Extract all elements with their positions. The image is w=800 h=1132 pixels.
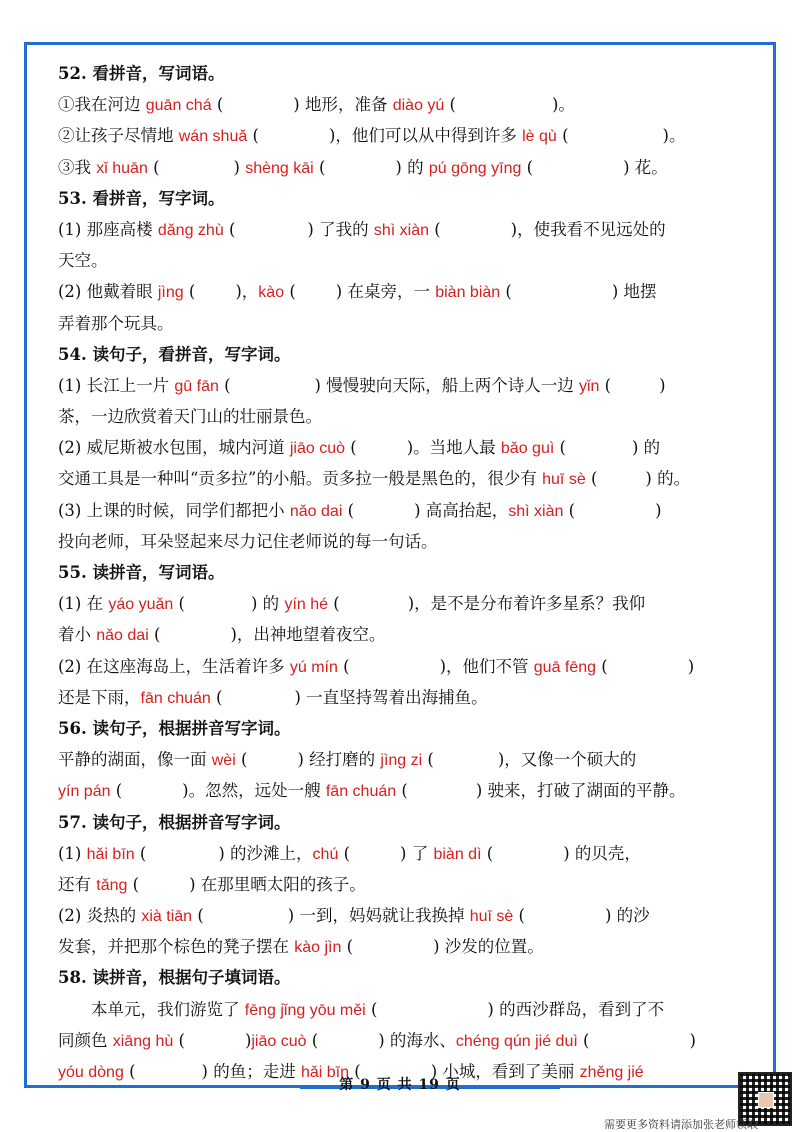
sentence-text: (: [210, 687, 223, 707]
sentence-text: ) 地摆: [611, 282, 657, 302]
pinyin-prompt: yín pán: [58, 783, 111, 801]
pinyin-prompt: xià tiān: [141, 908, 193, 926]
pinyin-prompt: jiāo cuò: [289, 440, 346, 458]
sentence-text: 发套，并把那个棕色的凳子摆在: [58, 937, 295, 957]
pinyin-prompt: kào: [258, 284, 285, 302]
text-line: [58, 900, 758, 931]
text-line: [58, 869, 758, 900]
sentence-text: (: [444, 95, 456, 115]
sentence-text: (: [428, 219, 441, 239]
pinyin-prompt: kào jìn: [294, 939, 342, 957]
sentence-text: ) 了: [400, 843, 434, 863]
pinyin-prompt: bǎo guì: [500, 440, 555, 458]
text-line: [58, 183, 758, 214]
text-line: [58, 775, 758, 806]
text-line: [58, 58, 758, 89]
sentence-text: ) 的。: [645, 469, 691, 489]
sentence-text: (: [585, 469, 598, 489]
sentence-text: ): [689, 1030, 696, 1050]
sentence-text: 着小: [58, 625, 97, 645]
sentence-text: (: [577, 1030, 590, 1050]
sentence-text: (: [110, 781, 123, 801]
question-heading: 53. 看拼音，写字词。: [58, 188, 225, 208]
text-line: [58, 495, 758, 526]
sentence-text: )，他们不管: [439, 656, 534, 676]
sentence-text: (: [313, 157, 326, 177]
pinyin-prompt: biàn dì: [433, 845, 482, 863]
text-line: [58, 214, 758, 245]
pinyin-prompt: diào yú: [392, 97, 445, 115]
sentence-text: ) 一到，妈妈就让我换掉: [287, 906, 470, 926]
sentence-text: (: [247, 126, 259, 146]
exercise-content: [58, 58, 758, 1087]
sentence-text: (: [284, 282, 296, 302]
pinyin-prompt: lè qù: [522, 128, 557, 146]
sentence-text: (: [556, 126, 569, 146]
sentence-text: (: [349, 1062, 361, 1081]
sentence-text: ) 沙发的位置。: [433, 937, 544, 957]
sentence-text: ) 慢慢驶向天际，船上两个诗人一边: [314, 375, 579, 395]
question-heading: 54. 读句子，看拼音，写字词。: [58, 344, 291, 364]
sentence-text: ): [687, 656, 695, 676]
sentence-text: ) 的: [251, 594, 285, 614]
sentence-text: ) 在那里晒太阳的孩子。: [189, 874, 366, 894]
pinyin-prompt: guā fēng: [533, 658, 597, 676]
pinyin-prompt: yín hé: [284, 596, 329, 614]
pinyin-prompt: wèi: [211, 752, 236, 770]
pinyin-prompt: huī sè: [469, 908, 514, 926]
pinyin-prompt: pú gōng yīng: [428, 159, 522, 177]
pinyin-prompt: fēng jǐng yōu měi: [244, 1001, 366, 1019]
pinyin-prompt: zhěng jié: [579, 1064, 644, 1081]
pinyin-prompt: shì xiàn: [373, 221, 429, 239]
sentence-text: )，出神地望着夜空。: [230, 625, 386, 645]
sentence-text: ) 的贝壳，: [563, 843, 641, 863]
sentence-text: 平静的湖面，像一面: [58, 750, 212, 770]
sentence-text: (1) 长江上一片: [58, 375, 175, 395]
sentence-text: )。: [662, 126, 686, 146]
sentence-text: (: [183, 282, 196, 302]
sentence-text: (: [500, 282, 512, 302]
pinyin-prompt: yǐn: [578, 377, 600, 395]
sentence-text: (2) 威尼斯被水包围，城内河道: [58, 438, 290, 458]
sentence-text: (2) 炎热的: [58, 906, 142, 926]
sentence-text: 弄着那个玩具。: [58, 313, 174, 333]
sentence-text: (: [192, 906, 204, 926]
sentence-text: ) 的: [631, 438, 661, 458]
pinyin-prompt: hǎi bīn: [86, 845, 135, 863]
sentence-text: ) 的海水、: [378, 1030, 456, 1050]
sentence-text: (: [596, 656, 608, 676]
text-line: [58, 588, 758, 619]
pinyin-prompt: fān chuán: [325, 783, 397, 801]
sentence-text: 投向老师，耳朵竖起来尽力记住老师说的每一句话。: [58, 531, 438, 551]
pinyin-prompt: xiāng hù: [112, 1032, 174, 1050]
text-line: [58, 962, 758, 993]
sentence-text: ②让孩子尽情地: [58, 126, 179, 146]
sentence-text: (: [127, 874, 140, 894]
sentence-text: ) 的鱼；走进: [201, 1062, 301, 1081]
text-line: [58, 619, 758, 650]
sentence-text: (1) 那座高楼: [58, 219, 158, 239]
text-line: [58, 807, 758, 838]
text-line: [58, 401, 758, 432]
pinyin-prompt: jiāo cuò: [251, 1032, 307, 1050]
sentence-text: (: [481, 843, 494, 863]
sentence-text: 天空。: [58, 251, 108, 271]
sentence-text: (: [306, 1030, 319, 1050]
sentence-text: ) 的: [395, 157, 429, 177]
sentence-text: (: [148, 625, 161, 645]
sentence-text: (: [365, 999, 378, 1019]
sentence-text: (: [123, 1062, 136, 1081]
question-heading: 52. 看拼音，写词语。: [58, 64, 225, 83]
text-line: [58, 1025, 758, 1056]
sentence-text: (: [235, 750, 248, 770]
sentence-text: (: [554, 438, 566, 458]
sentence-text: )，是不是分布着许多星系？我仰: [407, 594, 646, 614]
page-number: 第 9 页 共 19 页: [339, 1077, 461, 1093]
pinyin-prompt: wán shuǎ: [178, 128, 248, 146]
pinyin-prompt: hǎi bīn: [300, 1064, 350, 1081]
sentence-text: (: [218, 375, 231, 395]
sentence-text: ) 一直坚持驾着出海捕鱼。: [294, 687, 488, 707]
sentence-text: (: [147, 157, 160, 177]
sentence-text: )，又像一个硕大的: [497, 750, 637, 770]
pinyin-prompt: yóu dòng: [58, 1064, 124, 1081]
pinyin-prompt: nǎo dai: [289, 502, 343, 520]
sentence-text: (: [599, 375, 612, 395]
text-line: [58, 276, 758, 307]
sentence-text: 交通工具是一种叫“贡多拉”的小船。贡多拉一般是黑色的，很少有: [58, 469, 543, 489]
sentence-text: (: [345, 438, 357, 458]
sentence-text: 还是下雨，: [58, 687, 141, 707]
sentence-text: )。忽然，远处一艘: [182, 781, 326, 801]
sentence-text: ) 驶来，打破了湖面的平静。: [475, 781, 686, 801]
pinyin-prompt: huī sè: [542, 471, 586, 489]
sentence-text: ①我在河边: [58, 95, 146, 115]
sentence-text: 本单元，我们游览了: [58, 999, 245, 1019]
sentence-text: )。当地人最: [406, 438, 501, 458]
sentence-text: (: [341, 937, 354, 957]
sentence-text: ) 在桌旁，一: [335, 282, 436, 302]
sentence-text: )，使我看不见远处的: [510, 219, 666, 239]
pinyin-prompt: shèng kāi: [245, 159, 314, 177]
sentence-text: ) 了我的: [307, 219, 374, 239]
sentence-text: ) 的沙: [604, 906, 650, 926]
sentence-text: (: [223, 219, 236, 239]
text-line: [58, 245, 758, 276]
sentence-text: ) 的西沙群岛，看到了不: [487, 999, 665, 1019]
text-line: [58, 651, 758, 682]
sentence-text: 同颜色: [58, 1030, 113, 1050]
sentence-text: ): [659, 375, 666, 395]
sentence-text: (1): [58, 843, 87, 863]
sentence-text: (: [396, 781, 408, 801]
promo-text: 需要更多资料请添加张老师领取: [604, 1118, 758, 1131]
sentence-text: ) 小城，看到了美丽: [430, 1062, 580, 1081]
sentence-text: (: [422, 750, 434, 770]
pinyin-prompt: nǎo dai: [96, 627, 149, 645]
text-line: [58, 931, 758, 962]
sentence-text: ): [655, 500, 662, 520]
pinyin-prompt: jìng: [157, 284, 184, 302]
question-heading: 58. 读拼音，根据句子填词语。: [58, 968, 291, 988]
text-line: [58, 682, 758, 713]
sentence-text: 茶，一边欣赏着天门山的壮丽景色。: [58, 407, 322, 427]
sentence-text: (2) 他戴着眼: [58, 282, 158, 302]
pinyin-prompt: gū fān: [174, 377, 219, 395]
text-line: [58, 120, 758, 151]
sentence-text: (: [211, 95, 224, 115]
pinyin-prompt: guān chá: [145, 97, 212, 115]
pinyin-prompt: chéng qún jié duì: [455, 1032, 578, 1050]
sentence-text: ③我: [58, 157, 97, 177]
sentence-text: (: [342, 500, 355, 520]
question-heading: 57. 读句子，根据拼音写字词。: [58, 812, 291, 832]
pinyin-prompt: tǎng: [96, 876, 128, 894]
sentence-text: ): [233, 157, 246, 177]
text-line: [58, 339, 758, 370]
pinyin-prompt: yáo yuǎn: [108, 596, 174, 614]
pinyin-prompt: yú mín: [289, 658, 338, 676]
sentence-text: (: [173, 1030, 185, 1050]
pinyin-prompt: xǐ huān: [96, 159, 148, 177]
sentence-text: (: [328, 594, 340, 614]
text-line: [58, 152, 758, 183]
question-heading: 56. 读句子，根据拼音写字词。: [58, 718, 291, 738]
sentence-text: (1) 在: [58, 594, 109, 614]
sentence-text: ) 地形，准备: [293, 95, 393, 115]
sentence-text: (: [563, 500, 576, 520]
sentence-text: 还有: [58, 874, 97, 894]
sentence-text: ) 花。: [623, 157, 668, 177]
text-line: [58, 308, 758, 339]
pinyin-prompt: dǎng zhù: [157, 221, 224, 239]
sentence-text: (3) 上课的时候，同学们都把小: [58, 500, 290, 520]
text-line: [58, 713, 758, 744]
sentence-text: )，: [235, 282, 259, 302]
text-line: [58, 370, 758, 401]
sentence-text: ) 高高抬起，: [414, 500, 509, 520]
text-line: [58, 557, 758, 588]
sentence-text: (: [337, 656, 350, 676]
sentence-text: ): [244, 1030, 252, 1050]
sentence-text: (: [338, 843, 351, 863]
sentence-text: )，他们可以从中得到许多: [328, 126, 523, 146]
sentence-text: (: [521, 157, 534, 177]
sentence-text: )。: [552, 95, 575, 115]
avatar: [758, 1092, 774, 1108]
pinyin-prompt: fān chuán: [140, 689, 211, 707]
sentence-text: (: [173, 594, 185, 614]
question-heading: 55. 读拼音，写词语。: [58, 563, 225, 582]
sentence-text: (: [513, 906, 525, 926]
text-line: [58, 526, 758, 557]
text-line: [58, 744, 758, 775]
sentence-text: (: [134, 843, 147, 863]
text-line: [58, 838, 758, 869]
pinyin-prompt: chú: [312, 845, 339, 863]
sentence-text: ) 的沙滩上，: [218, 843, 313, 863]
pinyin-prompt: shì xiàn: [508, 502, 564, 520]
text-line: [58, 89, 758, 120]
pinyin-prompt: biàn biàn: [435, 284, 501, 302]
sentence-text: (2) 在这座海岛上，生活着许多: [58, 656, 290, 676]
text-line: [58, 994, 758, 1025]
text-line: [58, 432, 758, 463]
pinyin-prompt: jìng zi: [380, 752, 423, 770]
sentence-text: ) 经打磨的: [297, 750, 381, 770]
text-line: [58, 463, 758, 494]
